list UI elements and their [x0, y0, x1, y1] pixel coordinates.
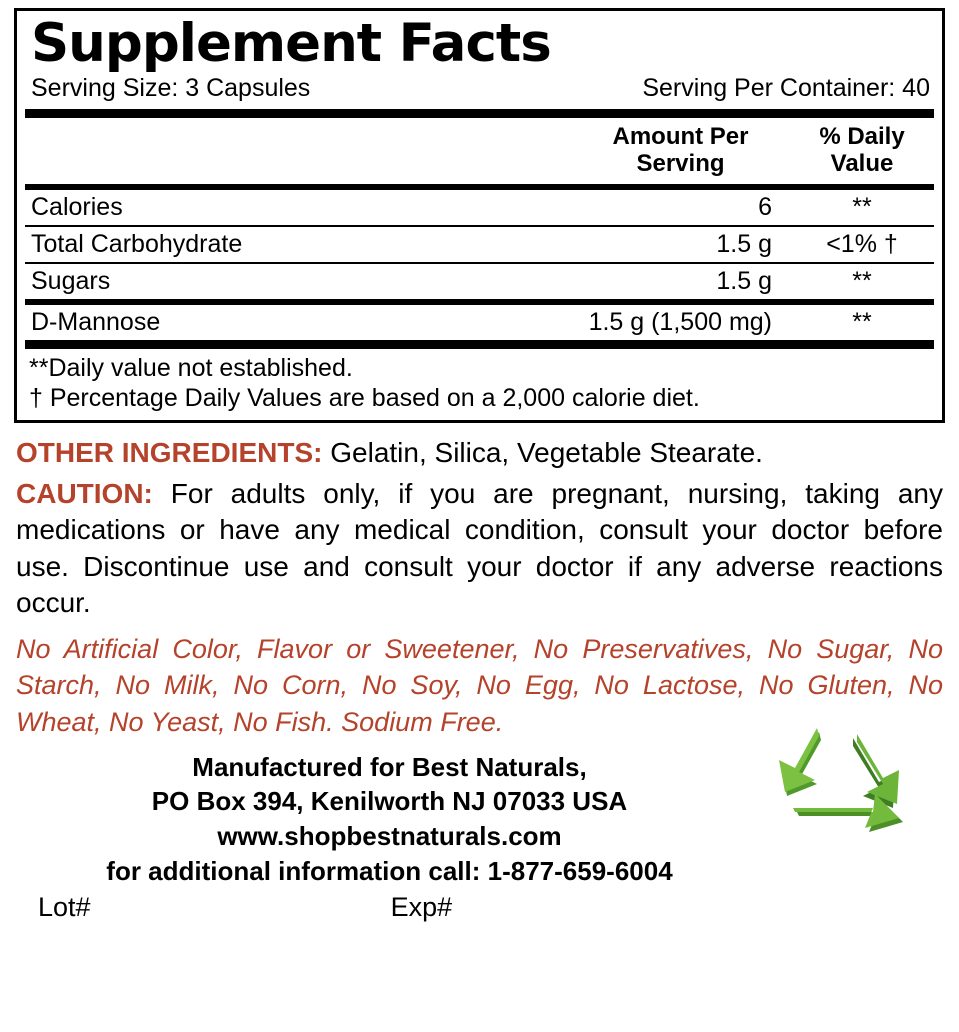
other-ingredients-label: OTHER INGREDIENTS:: [16, 436, 323, 468]
free-from-claims: No Artificial Color, Flavor or Sweetener, No Preservatives, No Sugar, No Starch, No Milk, No Corn, No Soy, No Egg, No Lactose, No Gluten, No Wheat, No Yeast, No Fish. Sodium Free.: [16, 634, 943, 737]
row-name: Sugars: [25, 263, 555, 299]
row-name: Total Carbohydrate: [25, 226, 555, 263]
table-row: [25, 263, 934, 299]
manufacturer-line-1: Manufactured for Best Naturals,: [192, 751, 587, 782]
header-amount-per-serving: [571, 118, 790, 184]
exp-label: Exp#: [390, 892, 453, 923]
footnote-percent-dv: † Percentage Daily Values are based on a 2,000 calorie diet.: [29, 384, 700, 413]
table-row: [25, 226, 934, 263]
manufacturer-line-2: PO Box 394, Kenilworth NJ 07033 USA: [151, 786, 628, 817]
divider-thick-bottom: [25, 340, 934, 349]
supplement-label-page: [0, 8, 959, 1032]
manufacturer-phone: for additional information call: 1-877-659-6004: [106, 855, 673, 886]
row-daily-value: <1% †: [790, 226, 934, 263]
nutrition-rows-secondary: [25, 305, 934, 340]
header-blank-cell: [25, 118, 571, 184]
header-amount-line1: Amount Per: [612, 123, 749, 150]
row-amount: 1.5 g: [555, 263, 790, 299]
serving-info-row: [25, 72, 934, 109]
table-row: [25, 190, 934, 226]
divider-thick-top: [25, 109, 934, 118]
caution-label: CAUTION:: [16, 477, 153, 509]
label-body-text: [14, 435, 945, 923]
other-ingredients-text: Gelatin, Silica, Vegetable Stearate.: [322, 436, 763, 468]
other-ingredients: [16, 435, 943, 470]
row-daily-value: **: [852, 192, 872, 221]
row-amount: 1.5 g: [555, 226, 790, 263]
row-name: Calories: [31, 192, 123, 221]
supplement-facts-panel: [14, 8, 945, 423]
row-name: D-Mannose: [31, 307, 161, 336]
panel-title: Supplement Facts: [31, 13, 551, 74]
caution-text: For adults only, if you are pregnant, nursing, taking any medications or have any medical condition, consult your doctor before use. Discontinue use and consult your doctor if any adverse reactions occur.: [16, 477, 943, 618]
nutrition-rows: [25, 190, 934, 299]
recycle-icon: [757, 724, 933, 844]
servings-per-container: Serving Per Container: 40: [642, 74, 930, 102]
header-dv-line1: % Daily: [819, 123, 905, 150]
caution-statement: [16, 476, 943, 622]
header-daily-value: [790, 118, 934, 184]
header-amount-line2: Serving: [636, 149, 725, 177]
footnotes: [25, 349, 934, 416]
manufacturer-website: www.shopbestnaturals.com: [217, 820, 562, 851]
row-daily-value: **: [852, 307, 872, 336]
nutrition-table: [25, 118, 934, 184]
table-header-row: [25, 118, 934, 184]
row-amount: 1.5 g (1,500 mg): [588, 307, 772, 336]
manufacturer-block: [16, 750, 943, 888]
row-daily-value: **: [790, 263, 934, 299]
row-amount: 6: [758, 192, 772, 221]
lot-label: Lot#: [38, 892, 91, 923]
serving-size: Serving Size: 3 Capsules: [31, 74, 311, 102]
table-row: [25, 305, 934, 340]
lot-exp-row: [16, 892, 943, 923]
header-dv-line2: Value: [830, 149, 894, 177]
footnote-daily-value: **Daily value not established.: [29, 353, 353, 382]
